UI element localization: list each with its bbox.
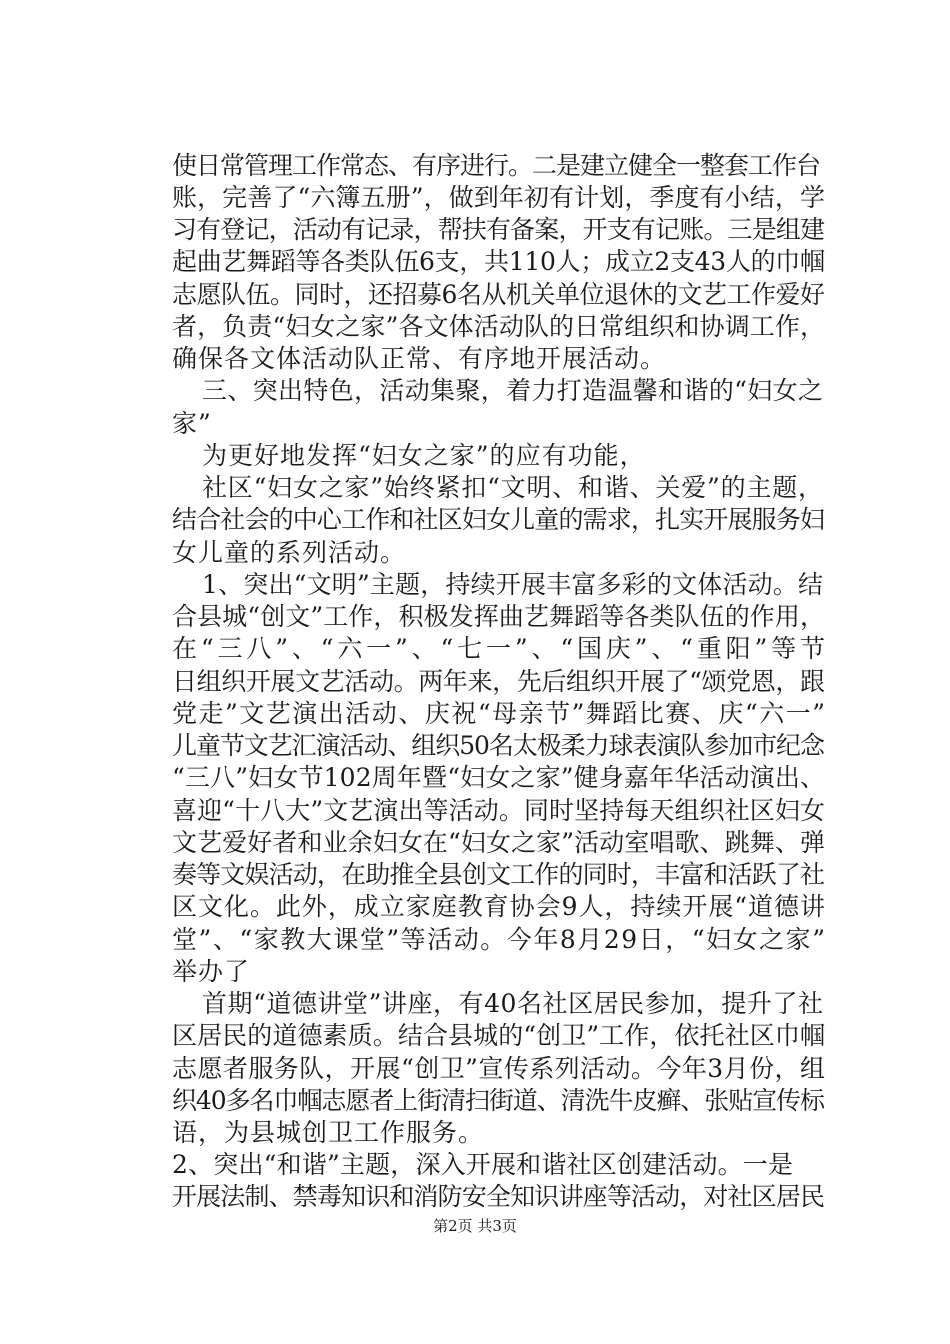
text-line: 习有登记，活动有记录，帮扶有备案，开支有记账。三是组建 <box>172 215 825 244</box>
text-line: 志愿队伍。同时，还招募6名从机关单位退休的文艺工作爱好 <box>172 280 825 309</box>
text-line: 志愿者服务队，开展“创卫”宣传系列活动。今年3月份，组 <box>172 1054 826 1083</box>
text-line: 家” <box>172 409 212 438</box>
text-line: 开展法制、禁毒知识和消防安全知识讲座等活动，对社区居民 <box>172 1182 825 1211</box>
text-line: 在“三八”、“六一”、“七一”、“国庆”、“重阳”等节 <box>172 634 829 663</box>
text-line: 党走”文艺演出活动、庆祝“母亲节”舞蹈比赛、庆“六一” <box>172 699 827 728</box>
text-line: 者，负责“妇女之家”各文体活动队的日常组织和协调工作， <box>172 312 826 341</box>
text-line: 堂”、“家教大课堂”等活动。今年8月29日，“妇女之家” <box>172 925 827 954</box>
text-line: 合县城“创文”工作，积极发挥曲艺舞蹈等各类队伍的作用， <box>172 602 826 631</box>
text-line: 奏等文娱活动，在助推全县创文工作的同时，丰富和活跃了社 <box>172 860 825 889</box>
text-line: 1、突出“文明”主题，持续开展丰富多彩的文体活动。结 <box>202 570 824 599</box>
text-line: 语，为县城创卫工作服务。 <box>172 1118 485 1147</box>
text-line: 账，完善了“六簿五册”，做到年初有计划，季度有小结，学 <box>172 183 826 212</box>
text-line: 使日常管理工作常态、有序进行。二是建立健全一整套工作台 <box>172 151 820 180</box>
text-line: 区居民的道德素质。结合县城的“创卫”工作，依托社区巾帼 <box>172 1021 826 1050</box>
text-line: 起曲艺舞蹈等各类队伍6支，共110人；成立2支43人的巾帼 <box>172 247 825 276</box>
text-line: 结合社会的中心工作和社区妇女儿童的需求，扎实开展服务妇 <box>172 505 825 534</box>
text-line: 喜迎“十八大”文艺演出等活动。同时坚持每天组织社区妇女 <box>172 796 826 825</box>
text-line: 儿童节文艺汇演活动、组织50名太极柔力球表演队参加市纪念 <box>172 731 824 760</box>
text-line: 2、突出“和谐”主题，深入开展和谐社区创建活动。一是 <box>172 1150 794 1179</box>
text-line: 三、突出特色，活动集聚，着力打造温馨和谐的“妇女之 <box>202 376 824 405</box>
text-line: 女儿童的系列活动。 <box>172 538 407 567</box>
text-line: 为更好地发挥“妇女之家”的应有功能， <box>202 441 646 470</box>
page-footer: 第2页 共3页 <box>433 1217 517 1235</box>
text-line: 确保各文体活动队正常、有序地开展活动。 <box>172 344 667 373</box>
text-line: “三八”妇女节102周年暨“妇女之家”健身嘉年华活动演出、 <box>172 763 826 792</box>
text-line: 举办了 <box>172 957 251 986</box>
text-line: 首期“道德讲堂”讲座，有40名社区居民参加，提升了社 <box>202 989 824 1018</box>
text-line: 社区“妇女之家”始终紧扣“文明、和谐、关爱”的主题， <box>202 473 824 502</box>
text-line: 织40多名巾帼志愿者上街清扫街道、清洗牛皮癣、张贴宣传标 <box>172 1086 824 1115</box>
text-line: 文艺爱好者和业余妇女在“妇女之家”活动室唱歌、跳舞、弹 <box>172 828 826 857</box>
text-line: 区文化。此外，成立家庭教育协会9人，持续开展“道德讲 <box>172 892 826 921</box>
text-line: 日组织开展文艺活动。两年来，先后组织开展了“颂党恩，跟 <box>172 667 825 696</box>
